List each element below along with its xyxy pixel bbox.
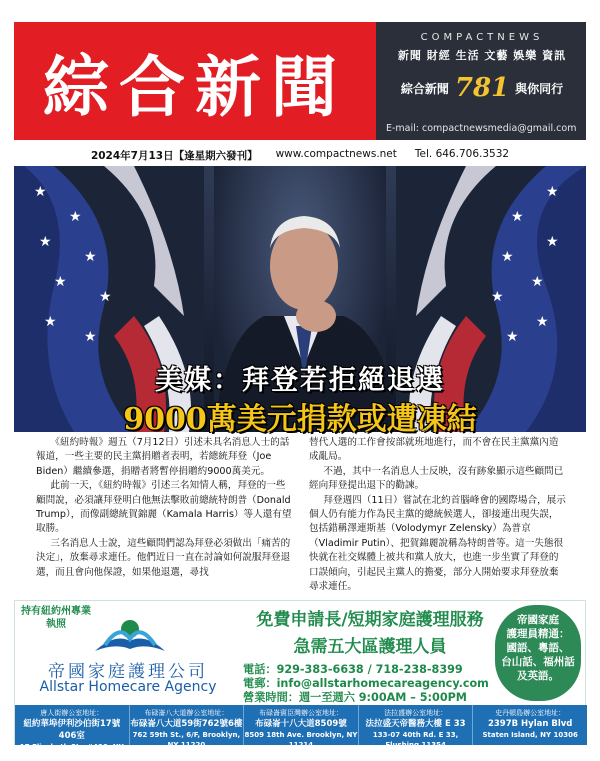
ad-email[interactable]: 電郵：info@allstarhomecareagency.com <box>243 677 489 690</box>
article-body <box>36 436 568 596</box>
svg-text:★: ★ <box>501 249 514 265</box>
company-name-en: Allstar Homecare Agency <box>39 679 217 695</box>
svg-text:★: ★ <box>511 209 524 225</box>
svg-text:★: ★ <box>546 184 559 200</box>
article-column-2 <box>309 436 568 596</box>
masthead-title-block <box>14 22 376 140</box>
office-address <box>244 705 359 749</box>
office-address-en: 17 Elizabeth St., #406, NY 10013 <box>19 743 124 761</box>
issue-date: 2024年7月13日【逢星期六發刊】 <box>90 150 258 162</box>
masthead-email[interactable]: E-mail: compactnewsmedia@gmail.com <box>386 123 577 134</box>
slogan <box>386 73 578 103</box>
badge-line: 台山話、福州話 <box>501 656 575 668</box>
paragraph: 不過，其中一名消息人士反映，沒有跡象顯示這些顧問已經向拜登提出退下的勸諫。 <box>309 465 564 492</box>
office-address <box>359 705 474 749</box>
office-label: 唐人街辦公室地址： <box>40 709 104 717</box>
office-address <box>473 705 587 745</box>
office-address-cn: 法拉盛天帝醫務大樓 E 33 <box>365 719 466 729</box>
office-address-en: Staten Island, NY 10306 <box>482 731 578 739</box>
svg-text:★: ★ <box>34 184 47 200</box>
advertisement[interactable] <box>14 600 586 761</box>
ad-headline-1: 免費申請長/短期家庭護理服務 <box>256 610 484 630</box>
svg-text:★: ★ <box>506 329 519 345</box>
headline-sub: 9000萬美元捐款或遭凍結 <box>123 402 477 437</box>
office-label: 布碌崙八大道辦公室地址： <box>144 709 229 717</box>
dateline <box>14 148 586 163</box>
paragraph: 此前一天，《紐約時報》引述三名知情人稱，拜登的一些顧問說，必須讓拜登明白他無法擊敗前總統特朗普（Donald Trump），而像副總統賀錦麗（Kamala Harris）等人還有望取勝。 <box>36 480 292 535</box>
slogan-prefix: 綜合新聞 <box>400 81 449 96</box>
svg-text:★: ★ <box>54 274 67 290</box>
slogan-suffix: 與你同行 <box>515 81 564 96</box>
badge-line: 帝國家庭 <box>517 614 559 626</box>
telephone: Tel. 646.706.3532 <box>414 148 510 160</box>
ad-hours: 營業時間：週一至週六 9:00AM – 5:00PM <box>243 691 467 704</box>
ad-phone[interactable]: 電話：929-383-6638 / 718-238-8399 <box>243 663 463 676</box>
badge-line: 護理員精通： <box>506 628 570 640</box>
office-address-cn: 紐約華埠伊利沙伯街17號406室 <box>23 719 121 741</box>
svg-text:★: ★ <box>84 329 97 345</box>
svg-text:★: ★ <box>84 249 97 265</box>
company-name-cn: 帝國家庭護理公司 <box>48 662 208 682</box>
paragraph: 三名消息人士說，這些顧問們認為拜登必須做出「痛苦的決定」，放棄尋求連任。他們近日一直在討論如何說服拜登退選，而且會向他保證，如果他退選，尋找 <box>36 537 291 578</box>
svg-text:★: ★ <box>536 314 549 330</box>
office-address-en: 8509 18th Ave. Brooklyn, NY 11214 <box>244 731 358 749</box>
office-addresses <box>15 705 587 761</box>
headline-main: 美媒：拜登若拒絕退選 <box>155 365 445 396</box>
ad-top <box>15 601 587 705</box>
svg-text:★: ★ <box>44 314 57 330</box>
paragraph: 替代人選的工作會按部就班地進行，而不會在民主黨黨內造成亂局。 <box>309 437 559 463</box>
license-label: 持有紐約州專業執照 <box>21 606 91 630</box>
office-address-cn: 布碌崙八大道59街762號6樓 <box>130 719 243 729</box>
office-address <box>130 705 245 749</box>
office-address-en: 133-07 40th Rd. E 33, Flushing 11354 <box>372 731 459 749</box>
office-address-en: 762 59th St., 6/F, Brooklyn, NY 11220 <box>132 731 241 749</box>
website-link[interactable]: www.compactnews.net <box>275 148 397 160</box>
badge-line: 及英語。 <box>517 670 559 682</box>
brand-english: COMPACTNEWS <box>420 32 544 43</box>
ad-headline-2: 急需五大區護理人員 <box>293 637 447 657</box>
svg-text:★: ★ <box>99 289 112 305</box>
office-address <box>15 705 130 761</box>
paragraph: 《紐約時報》週五（7月12日）引述未具名消息人士的話報道，一些主要的民主黨捐贈者表明，若總統拜登（Joe Biden）繼續參選，捐贈者將暫停捐贈約9000萬美元。 <box>36 437 290 477</box>
office-label: 布碌崙賓臣灣辦公室地址： <box>258 709 343 717</box>
ad-contact-info <box>237 663 503 705</box>
ad-main-text <box>237 605 503 705</box>
svg-text:★: ★ <box>491 289 504 305</box>
article-column-1 <box>36 436 295 596</box>
badge-line: 國語、粵語、 <box>506 642 570 654</box>
office-address-cn: 布碌崙十八大道8509號 <box>255 719 347 729</box>
office-label: 史丹頓島辦公室地址： <box>495 709 566 717</box>
company-logo-icon <box>85 611 175 655</box>
masthead-info-block <box>376 22 586 140</box>
masthead-title: 綜合新聞 <box>43 47 347 126</box>
svg-text:★: ★ <box>39 234 52 250</box>
sections-list: 新聞 財經 生活 文藝 娛樂 資訊 <box>397 49 567 62</box>
office-label: 法拉盛辦公室地址： <box>384 709 448 717</box>
language-badge <box>495 605 581 701</box>
slogan-number: 781 <box>454 73 510 103</box>
paragraph: 拜登週四（11日）嘗試在北約首腦峰會的國際場合，展示個人仍有能力作為民主黨的總統候選人，卻接連出現失誤，包括錯稱澤連斯基（Volodymyr Zelensky）為普京（Vladimir Putin）、把賀錦麗說稱為特朗普等。這一失態很快就在社交媒體上被共和黨人放大，也進一步坐實了拜登的口誤傾向，引起民主黨人的擔憂，部分人開始要求拜登放棄尋求連任。 <box>309 494 566 593</box>
masthead <box>14 22 586 140</box>
office-address-cn: 2397B Hylan Blvd <box>487 719 573 729</box>
svg-text:★: ★ <box>546 234 559 250</box>
svg-text:★: ★ <box>69 209 82 225</box>
svg-text:★: ★ <box>531 274 544 290</box>
